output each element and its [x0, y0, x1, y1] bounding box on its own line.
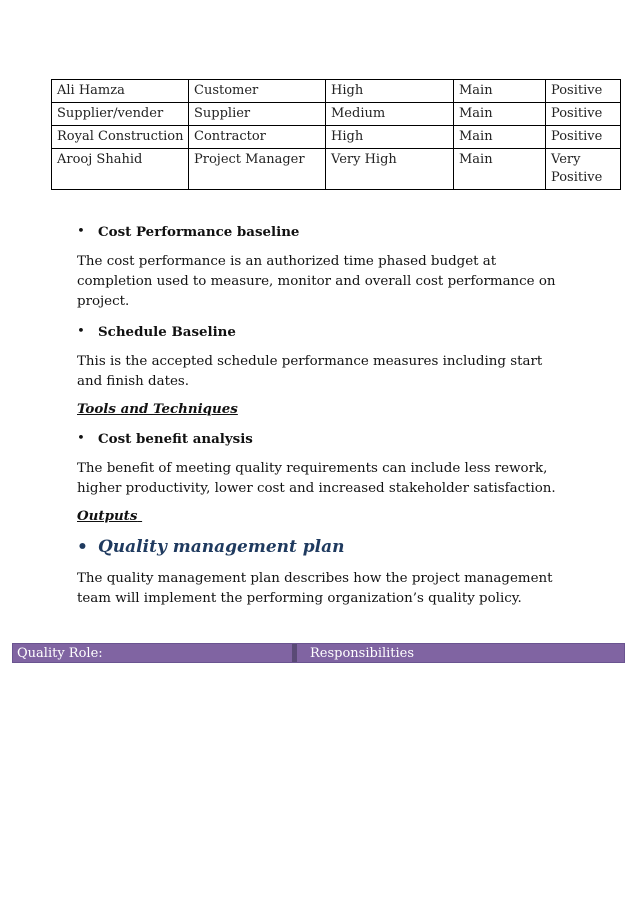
table-cell: Positive [546, 80, 621, 103]
responsibilities-column: Responsibilities [310, 646, 415, 661]
bullet-item [77, 429, 567, 449]
table-cell: Project Manager [189, 149, 326, 190]
tools-heading: Tools and Techniques [77, 401, 238, 417]
cost-baseline-heading: Cost Performance baseline [98, 224, 300, 240]
table-cell: Supplier/vender [52, 103, 189, 126]
schedule-baseline-text: This is the accepted schedule performance measures including start and finish dates. [77, 354, 543, 389]
table-cell: Very High [326, 149, 454, 190]
outputs-heading: Outputs [77, 508, 138, 524]
table-cell: Main [454, 149, 546, 190]
cost-baseline-text: The cost performance is an authorized time phased budget at completion used to measure, monitor and overall cost performance on project. [77, 254, 556, 309]
quality-plan-heading [77, 535, 567, 559]
table-cell: Main [454, 80, 546, 103]
stakeholder-table [51, 79, 621, 190]
bullet-icon: • [77, 224, 85, 239]
quality-role-column: Quality Role: [13, 644, 297, 662]
table-cell: Arooj Shahid [52, 149, 189, 190]
quality-role-header [12, 643, 625, 663]
table-cell: Supplier [189, 103, 326, 126]
table-cell: High [326, 126, 454, 149]
cost-benefit-text: The benefit of meeting quality requirements can include less rework, higher productivity, lower cost and increased stakeholder satisfaction. [77, 461, 556, 496]
table-row [52, 149, 621, 190]
table-cell: Main [454, 126, 546, 149]
bullet-icon: • [77, 324, 85, 339]
bullet-icon: • [77, 431, 85, 446]
table-cell: Contractor [189, 126, 326, 149]
cost-benefit-heading: Cost benefit analysis [98, 431, 253, 447]
bullet-item [77, 322, 567, 342]
table-cell: Positive [546, 103, 621, 126]
table-row [52, 126, 621, 149]
table-row [52, 103, 621, 126]
quality-plan-title: Quality management plan [98, 537, 345, 557]
main-content [77, 222, 567, 609]
table-row [52, 80, 621, 103]
table-cell: Main [454, 103, 546, 126]
table-cell: High [326, 80, 454, 103]
table-cell: Royal Construction [52, 126, 189, 149]
table-cell: Ali Hamza [52, 80, 189, 103]
table-cell: Medium [326, 103, 454, 126]
table-cell: Customer [189, 80, 326, 103]
bullet-icon: • [77, 537, 88, 557]
table-cell: Very Positive [546, 149, 621, 190]
quality-plan-text: The quality management plan describes how the project management team will implement the performing organization’s quality policy. [77, 571, 553, 606]
bullet-item [77, 222, 567, 242]
schedule-baseline-heading: Schedule Baseline [98, 324, 236, 340]
table-cell: Positive [546, 126, 621, 149]
